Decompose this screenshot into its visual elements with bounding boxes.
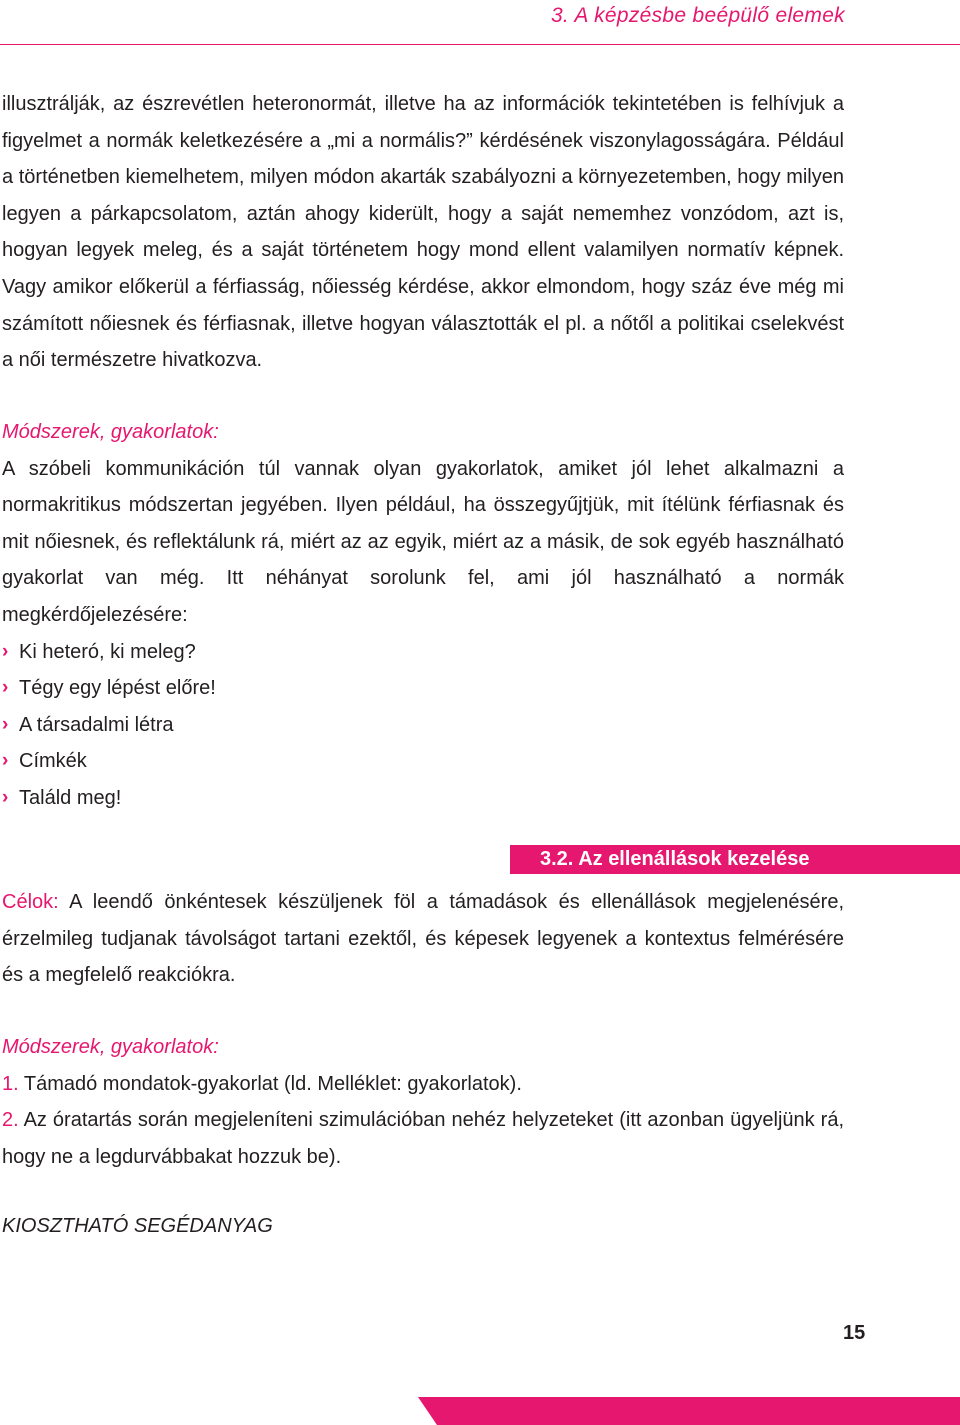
list-item	[2, 743, 844, 780]
section-title: Az ellenállások kezelése	[578, 848, 810, 870]
handout-label: KIOSZTHATÓ SEGÉDANYAG	[2, 1215, 273, 1237]
list-item-text: Támadó mondatok-gyakorlat (ld. Melléklet: gyakorlatok).	[18, 1072, 522, 1095]
list-item	[2, 670, 844, 707]
list-item-text: Az óratartás során megjeleníteni szimulációban nehéz helyzeteket (itt azonban ügyeljünk rá, hogy ne a legdurvábbakat hozzuk be).	[2, 1109, 844, 1168]
chevron-right-icon: ›	[2, 640, 9, 662]
list-item-text: Tégy egy lépést előre!	[19, 677, 216, 700]
methods-paragraph: A szóbeli kommunikáción túl vannak olyan gyakorlatok, amiket jól lehet alkalmazni a normakritikus módszertan jegyében. Ilyen például, ha összegyűjtjük, mit ítélünk férfiasnak és mit nőiesnek, és reflektálunk rá, miért az az egyik, miért az a másik, de sok egyéb használható gyakorlat van még. Itt néhányat sorolunk fel, ami jól használható a normák megkérdőjelezésére:	[2, 457, 844, 626]
intro-paragraph-block	[2, 86, 844, 379]
footer-accent-shape	[418, 1397, 960, 1425]
exercise-list	[2, 634, 844, 817]
methods-block-2	[2, 1029, 844, 1175]
list-item-text: Találd meg!	[19, 786, 122, 809]
chevron-right-icon: ›	[2, 677, 9, 699]
goals-label: Célok:	[2, 891, 59, 913]
list-item	[2, 780, 844, 817]
list-item	[2, 1066, 844, 1103]
list-item	[2, 707, 844, 744]
methods-block-1	[2, 414, 844, 817]
chevron-right-icon: ›	[2, 713, 9, 735]
list-item-text: A társadalmi létra	[19, 713, 174, 736]
intro-paragraph: illusztrálják, az észrevétlen heteronormát, illetve ha az információk tekintetében is felhívjuk a figyelmet a normák keletkezésére a „mi a normális?” kérdésének viszonylagosságára. Például a történetben kiemelhetem, milyen módon akarták szabályozni a környezetemben, hogy milyen legyen a párkapcsolatom, aztán ahogy kiderült, hogy a saját nememhez vonzódom, azt is, hogyan legyek meleg, és a saját történetem hogy mond ellent valamilyen normatív képnek. Vagy amikor előkerül a férfiasság, nőiesség kérdése, akkor elmondom, hogy száz éve még mi számított nőiesnek és férfiasnak, illetve hogyan választották el pl. a nőtől a politikai cselekvést a női természetre hivatkozva.	[2, 93, 844, 372]
methods-heading: Módszerek, gyakorlatok:	[2, 1036, 219, 1058]
list-item	[2, 1102, 844, 1175]
list-item-text: Címkék	[19, 750, 87, 773]
numbered-list	[2, 1066, 844, 1176]
list-item-text: Ki heteró, ki meleg?	[19, 640, 196, 663]
header-rule	[0, 44, 960, 45]
list-item	[2, 634, 844, 671]
page-number: 15	[843, 1322, 866, 1344]
goals-block	[2, 884, 844, 994]
footer-accent-stripe	[0, 1397, 960, 1425]
chevron-right-icon: ›	[2, 750, 9, 772]
running-head: 3. A képzésbe beépülő elemek	[550, 4, 845, 27]
section-number: 3.2.	[540, 848, 574, 870]
handout-block	[2, 1208, 844, 1245]
section-heading	[540, 845, 809, 874]
methods-heading: Módszerek, gyakorlatok:	[2, 421, 219, 443]
chevron-right-icon: ›	[2, 786, 9, 808]
list-number: 2.	[2, 1109, 19, 1132]
goals-paragraph	[2, 884, 844, 994]
goals-text: A leendő önkéntesek készüljenek föl a támadások és ellenállások megjelenésére, érzelmileg tudjanak távolságot tartani ezektől, és képesek legyenek a kontextus felmérésére és a megfelelő reakciókra.	[2, 891, 844, 987]
list-number: 1.	[2, 1072, 19, 1095]
